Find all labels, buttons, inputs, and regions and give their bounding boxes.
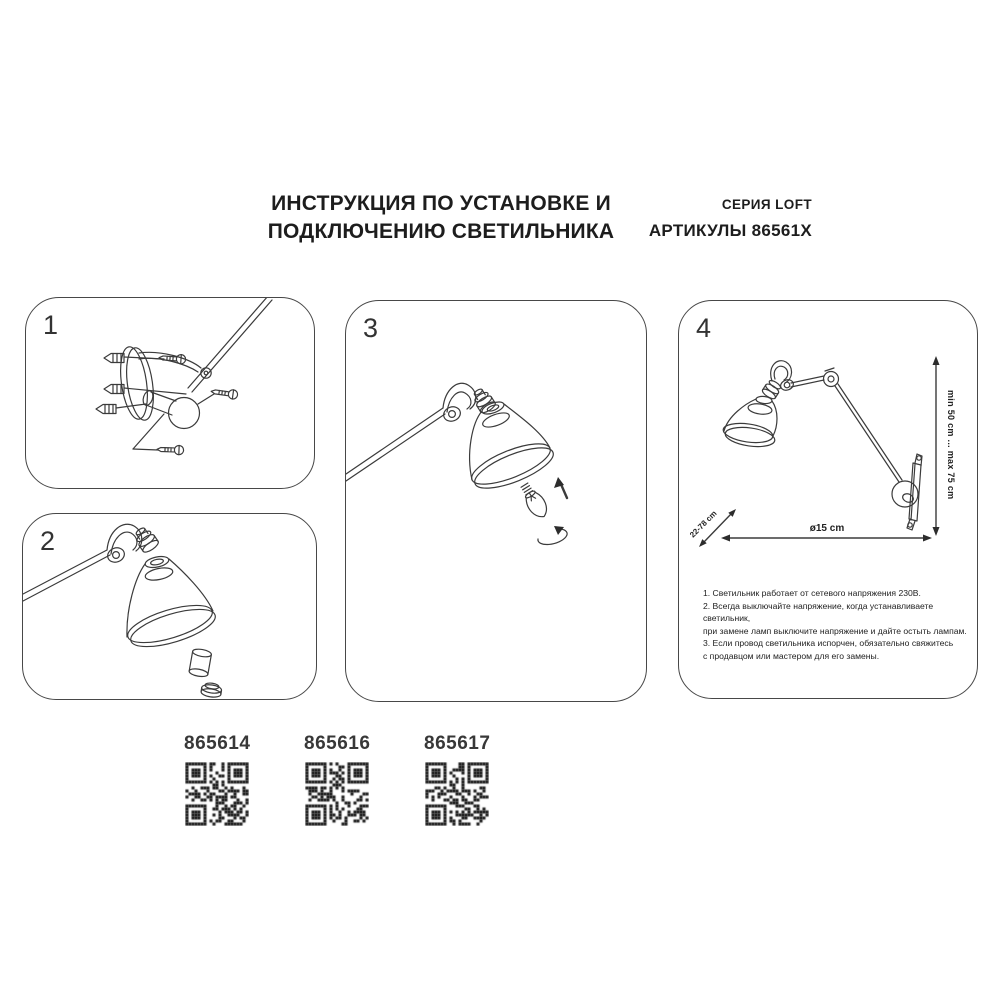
dim-vertical-label: min 50 cm ... max 75 cm (946, 390, 956, 500)
page-title-line2: ПОДКЛЮЧЕНИЮ СВЕТИЛЬНИКА (267, 220, 615, 243)
qr-code (185, 762, 249, 826)
step1-illustration-mounting (26, 298, 314, 488)
article-number: 865614 (184, 733, 251, 754)
article-block-2 (304, 733, 370, 826)
qr-code (305, 762, 369, 826)
article-block-1 (184, 733, 250, 826)
step3-illustration-bulb (346, 301, 646, 701)
series-label: СЕРИЯ LOFT (721, 197, 812, 212)
dim-diameter-label: ø15 cm (809, 523, 845, 534)
articles-title: АРТИКУЛЫ 86561X (648, 221, 812, 240)
step2-number: 2 (40, 526, 56, 556)
arrow-right-icon (923, 535, 932, 542)
step3-number: 3 (363, 313, 379, 343)
step2-panel (22, 513, 317, 700)
step1-number: 1 (43, 310, 59, 340)
note-line: с продавцом или мастером для его замены. (703, 650, 880, 661)
step1-panel (25, 297, 315, 489)
series-block (649, 197, 812, 241)
step4-number: 4 (696, 313, 712, 343)
qr-code (425, 762, 489, 826)
step4-panel (678, 300, 978, 699)
page-title (241, 190, 641, 246)
rotate-arrow-icon (538, 529, 567, 545)
page-title-line1: ИНСТРУКЦИЯ ПО УСТАНОВКЕ И (271, 192, 611, 215)
note-line: при замене ламп выключите напряжение и дайте остыть лампам. (703, 625, 967, 636)
note-line: 2. Всегда выключайте напряжение, когда устанавливаете светильник, (703, 600, 934, 623)
article-number: 865616 (304, 733, 371, 754)
arrow-left-icon (721, 535, 730, 542)
article-number: 865617 (424, 733, 491, 754)
arrow-down-icon (933, 527, 940, 536)
note-line: 1. Светильник работает от сетевого напряжения 230В. (703, 588, 921, 598)
safety-notes (703, 587, 971, 662)
step3-panel (345, 300, 647, 702)
note-line: 3. Если провод светильника испорчен, обязательно свяжитесь (703, 638, 954, 648)
bulb-icon (517, 481, 551, 521)
arrow-up-icon (933, 356, 940, 365)
article-block-3 (424, 733, 490, 826)
step2-illustration-shade-assembly (23, 514, 316, 699)
dim-diagonal-label: 22-78 cm (688, 508, 719, 540)
